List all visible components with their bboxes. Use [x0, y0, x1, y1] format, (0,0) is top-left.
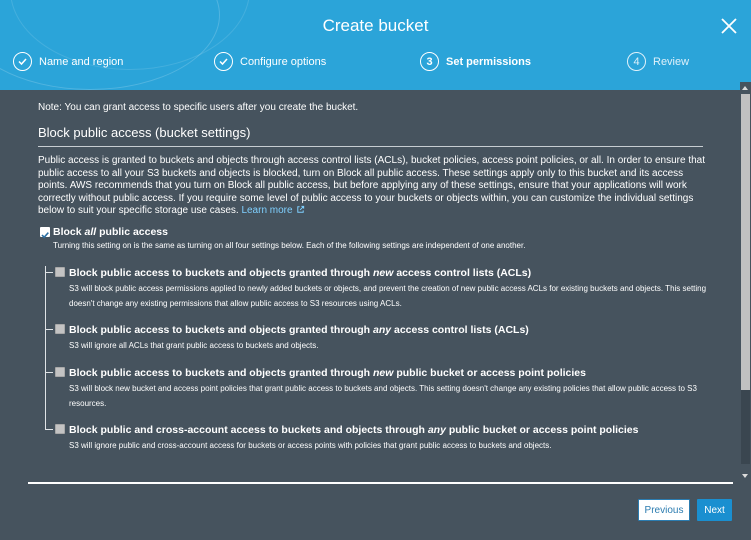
option-description: S3 will ignore public and cross-account access for buckets or access points with policies that grant public access to buckets and objects. — [69, 441, 552, 450]
scroll-down-icon[interactable] — [742, 474, 748, 478]
block-any-acls-checkbox[interactable] — [55, 324, 65, 334]
step-review[interactable] — [627, 52, 689, 71]
option-description: S3 will block new bucket and access point policies that grant public access to buckets and objects. This setting doesn't change any existing policies that allow public access to S3 resources. — [69, 384, 697, 408]
section-description — [38, 155, 710, 218]
step-set-permissions[interactable] — [420, 52, 531, 71]
footer-divider — [28, 482, 733, 484]
tree-branch — [45, 372, 53, 373]
check-icon — [13, 52, 32, 71]
scroll-thumb[interactable] — [741, 94, 750, 390]
description-text: Public access is granted to buckets and objects through access control lists (ACLs), bucket policies, access point policies, or all. In order to ensure that public access to all your S3 buckets and objects is blocked, turn on Block all public access. These settings apply only to this bucket and its access points. AWS recommends that you turn on Block all public access, but before applying any of these settings, ensure that your applications will work correctly without public access. If you require some level of public access to your buckets or objects within, you can customize the individual settings below to suit your specific storage use cases. — [38, 155, 705, 216]
step-configure-options[interactable] — [214, 52, 326, 71]
scroll-up-icon[interactable] — [742, 86, 748, 90]
wizard-steps — [0, 52, 751, 74]
tree-branch — [45, 272, 53, 273]
tree-connector — [45, 266, 46, 429]
option-description: S3 will block public access permissions applied to newly added buckets or objects, and prevent the creation of new public access ACLs for existing buckets and objects. This setting doesn't change any existing permissions that allow public access to S3 resources using ACLs. — [69, 284, 707, 308]
step-number: 4 — [627, 52, 646, 71]
option-title[interactable]: Block public access to buckets and objects granted through any access control lists (ACLs) — [69, 324, 529, 336]
permissions-panel — [26, 90, 734, 480]
block-new-acls-checkbox[interactable] — [55, 267, 65, 277]
step-label: Name and region — [39, 55, 124, 68]
block-all-subtext: Turning this setting on is the same as turning on all four settings below. Each of the following settings are independent of one another. — [53, 241, 526, 250]
step-label: Review — [653, 55, 690, 68]
close-icon[interactable] — [719, 16, 739, 36]
external-link-icon — [296, 205, 305, 214]
block-new-policies-checkbox[interactable] — [55, 367, 65, 377]
step-label: Configure options — [240, 55, 327, 68]
check-icon — [40, 230, 50, 240]
next-button[interactable]: Next — [697, 499, 732, 521]
step-name-and-region[interactable] — [13, 52, 123, 71]
learn-more-link[interactable]: Learn more — [241, 205, 304, 216]
block-all-label[interactable]: Block all public access — [53, 226, 168, 238]
block-cross-account-checkbox[interactable] — [55, 424, 65, 434]
check-icon — [214, 52, 233, 71]
tree-branch — [45, 429, 53, 430]
scrollbar[interactable] — [740, 82, 751, 482]
step-label: Set permissions — [446, 55, 531, 68]
option-description: S3 will ignore all ACLs that grant public access to buckets and objects. — [69, 341, 319, 350]
section-title: Block public access (bucket settings) — [38, 125, 251, 140]
option-title[interactable]: Block public access to buckets and objects granted through new access control lists (ACLs) — [69, 267, 532, 279]
tree-branch — [45, 329, 53, 330]
section-divider — [38, 146, 703, 147]
block-all-checkbox[interactable] — [40, 227, 50, 237]
option-title[interactable]: Block public access to buckets and objects granted through new public bucket or access point policies — [69, 367, 586, 379]
previous-button[interactable]: Previous — [638, 499, 690, 521]
step-number: 3 — [420, 52, 439, 71]
dialog-header — [0, 0, 751, 90]
option-title[interactable]: Block public and cross-account access to buckets and objects through any public bucket or access point policies — [69, 424, 639, 436]
dialog-title: Create bucket — [322, 16, 429, 35]
note-text: Note: You can grant access to specific users after you create the bucket. — [38, 102, 359, 113]
